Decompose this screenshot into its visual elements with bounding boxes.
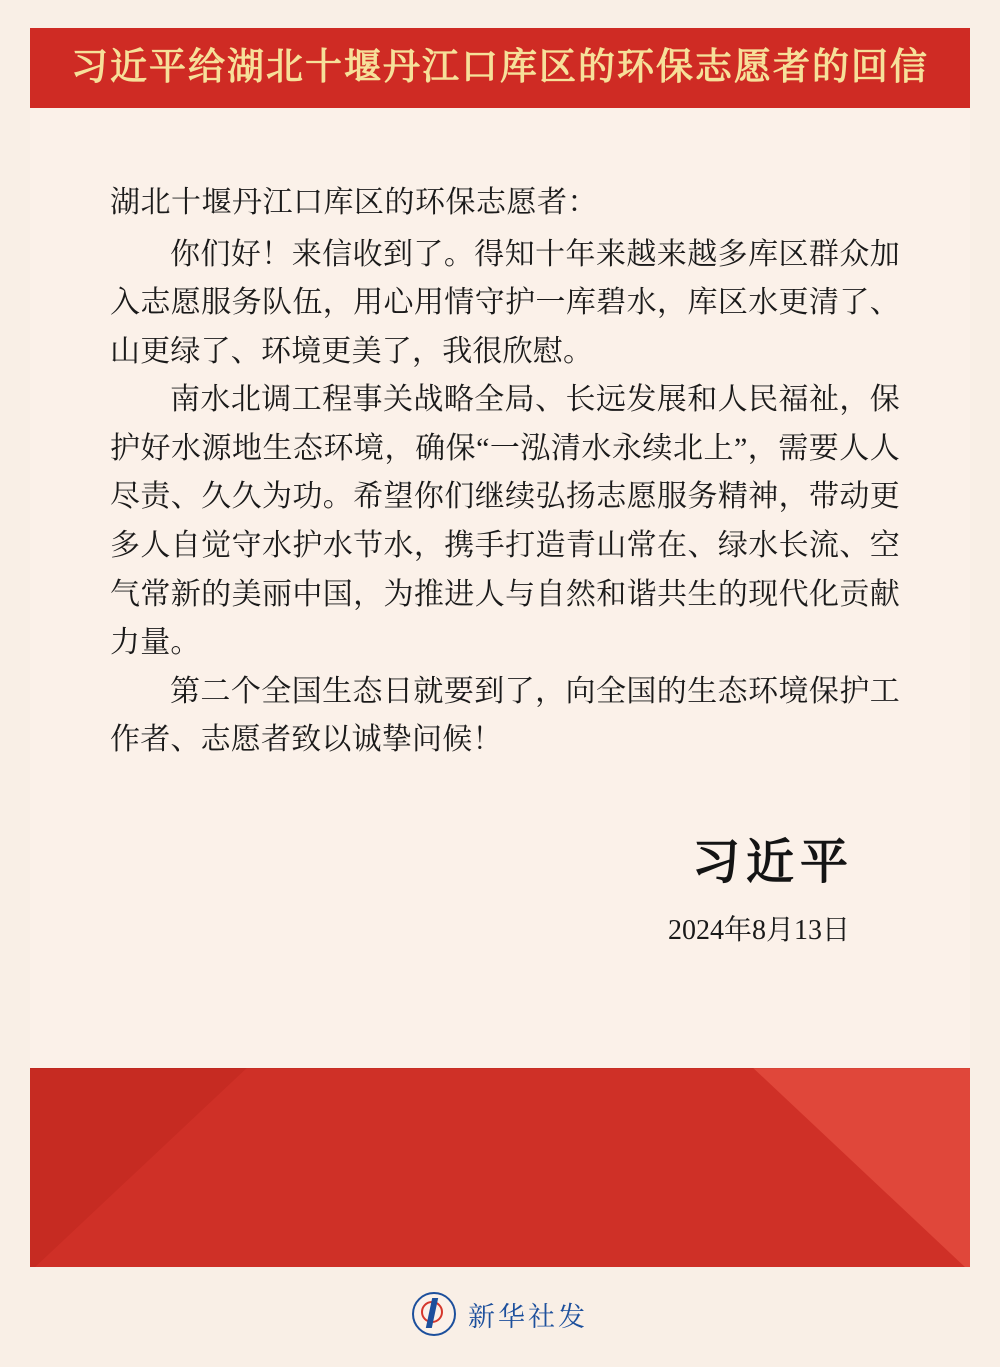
letter-body <box>110 180 900 948</box>
letter-paragraph-1: 你们好！来信收到了。得知十年来越来越多库区群众加入志愿服务队伍，用心用情守护一库碧水，库区水更清了、山更绿了、环境更美了，我很欣慰。 <box>110 237 900 368</box>
right-margin <box>970 0 1000 1367</box>
letter-paragraph-2: 南水北调工程事关战略全局、长远发展和人民福祉，保护好水源地生态环境，确保“一泓清水永续北上”，需要人人尽责、久久为功。希望你们继续弘扬志愿服务精神，带动更多人自觉守水护水节水，携手打造青山常在、绿水长流、空气常新的美丽中国，为推进人与自然和谐共生的现代化贡献力量。 <box>110 383 900 660</box>
left-margin <box>0 0 30 1367</box>
letter-salutation: 湖北十堰丹江口库区的环保志愿者： <box>110 186 598 219</box>
xinhua-logo-icon <box>412 1292 456 1336</box>
agency-label: 新华社发 <box>468 1301 588 1332</box>
page-title: 习近平给湖北十堰丹江口库区的环保志愿者的回信 <box>71 47 929 88</box>
letter-card <box>30 108 970 1068</box>
letter-paragraph-3: 第二个全国生态日就要到了，向全国的生态环境保护工作者、志愿者致以诚挚问候！ <box>110 674 900 757</box>
letter-date: 2024年8月13日 <box>667 915 850 947</box>
letter-signature: 习近平 <box>691 836 854 890</box>
title-band <box>30 28 970 108</box>
footer <box>0 1279 1000 1349</box>
